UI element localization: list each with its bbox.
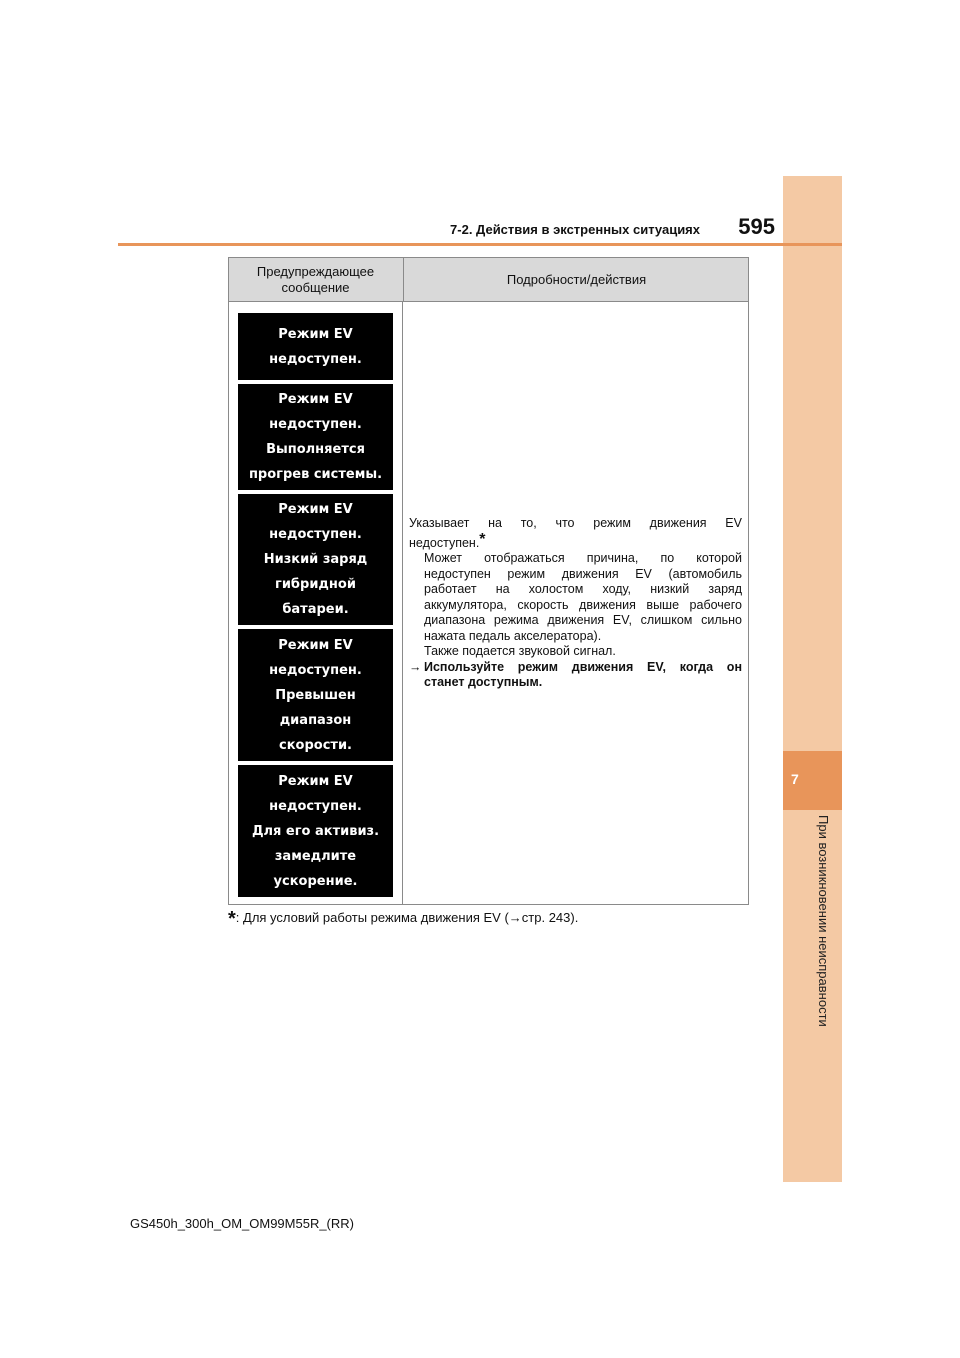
details-text: Также подается звуковой сигнал. (424, 644, 616, 658)
warning-screen-ev-unavailable (238, 313, 393, 380)
page-number: 595 (738, 214, 775, 239)
details-text: работает на холостом ходу, низкий заряд (424, 582, 742, 596)
screen-line: недоступен. (269, 798, 362, 814)
screen-line: диапазон (279, 712, 352, 728)
screen-line: Выполняется (266, 442, 365, 457)
chapter-title: При возникновении неисправности (816, 815, 831, 1027)
screen-line: замедлите (274, 848, 357, 864)
details-text: Указывает на то, что режим движения EV (409, 516, 742, 530)
screen-line: Режим EV (278, 326, 353, 342)
footnote (228, 908, 578, 931)
section-title: 7-2. Действия в экстренных ситуациях (450, 222, 700, 237)
details-text: нажата педаль акселератора). (424, 628, 602, 643)
action-text: Используйте режим движения EV, когда он (424, 659, 742, 674)
warning-screen-slow-acceleration (238, 765, 393, 897)
action-text: станет доступным. (424, 675, 543, 689)
action-line (409, 660, 742, 676)
screen-line: недоступен. (269, 662, 362, 678)
footnote-text: : Для условий работы режима движения EV (→стр. 243). (235, 910, 579, 925)
details-cell (409, 516, 742, 691)
warning-screen-system-warmup (238, 384, 393, 490)
screen-line: Режим EV (278, 637, 353, 653)
table-header (229, 258, 748, 302)
chapter-number: 7 (791, 771, 799, 787)
screen-line: недоступен. (269, 417, 362, 432)
column-divider (402, 301, 403, 904)
footnote-mark: * (479, 530, 486, 548)
warning-table (228, 257, 749, 905)
details-text: диапазона режима движения EV, слишком сильно (424, 613, 742, 627)
details-text: Может отображаться причина, по которой (424, 551, 742, 565)
screen-line: скорости. (279, 737, 352, 753)
screen-line: недоступен. (269, 527, 362, 542)
chapter-number-tab (783, 751, 842, 810)
screen-line: Режим EV (278, 392, 353, 407)
screen-line: прогрев системы. (248, 467, 383, 482)
screen-line: Превышен (275, 687, 356, 703)
column-header-message: Предупреждающее сообщение (256, 263, 375, 295)
screen-line: недоступен. (269, 351, 362, 367)
screen-line: Низкий заряд (263, 552, 368, 567)
warning-screen-speed-exceeded (238, 629, 393, 761)
screen-line: ускорение. (273, 873, 358, 889)
screen-line: Для его активиз. (251, 823, 380, 839)
screen-line: батареи. (282, 602, 349, 617)
document-code: GS450h_300h_OM_OM99M55R_(RR) (130, 1216, 354, 1231)
details-text: недоступен.* (409, 530, 486, 550)
warning-screen-low-battery (238, 494, 393, 625)
column-header-details: Подробности/действия (403, 258, 749, 301)
screen-line: Режим EV (278, 502, 353, 517)
footnote-star: * (228, 908, 236, 930)
screen-line: гибридной (275, 577, 356, 592)
details-text: аккумулятора, скорость движения выше рабочего (424, 597, 742, 612)
arrow-icon: → (409, 659, 422, 674)
screen-line: Режим EV (278, 773, 353, 789)
header-rule (118, 243, 842, 246)
details-text: недоступен режим движения EV (автомобиль (424, 566, 742, 581)
